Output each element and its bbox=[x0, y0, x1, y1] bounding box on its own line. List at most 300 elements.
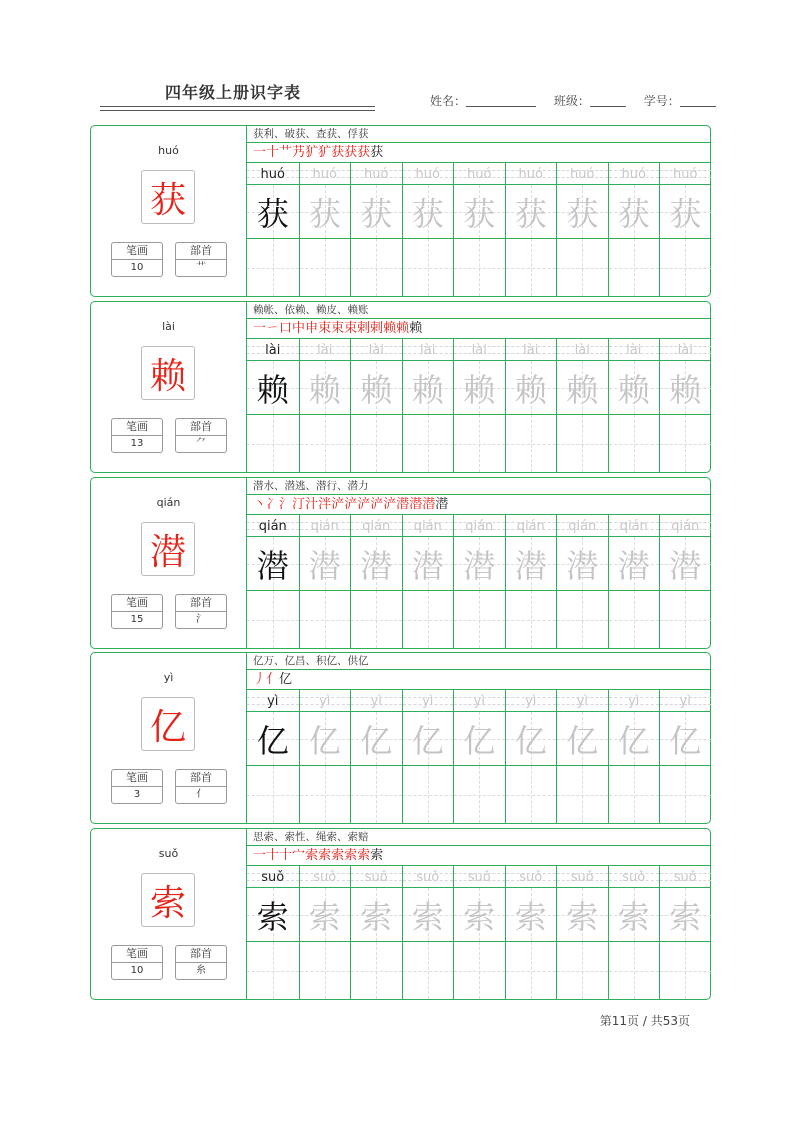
pinyin-line bbox=[403, 866, 454, 888]
page-number: 第11页 / 共53页 bbox=[599, 1014, 690, 1028]
character-box bbox=[609, 888, 660, 942]
stroke-step: 亻 bbox=[266, 672, 280, 687]
cell-character: 潜 bbox=[308, 546, 341, 585]
blank-writing-box[interactable] bbox=[557, 766, 608, 823]
blank-writing-box[interactable] bbox=[300, 415, 351, 472]
pinyin-line bbox=[557, 515, 608, 537]
stroke-step: 剌 bbox=[357, 321, 371, 336]
practice-cell[interactable] bbox=[299, 866, 351, 999]
pinyin-line bbox=[454, 690, 505, 712]
blank-writing-box[interactable] bbox=[247, 415, 299, 472]
blank-writing-box[interactable] bbox=[660, 239, 711, 296]
pinyin-line bbox=[609, 339, 660, 361]
stroke-step: 潜 bbox=[409, 497, 423, 512]
character-card bbox=[90, 125, 711, 297]
stroke-count-value: 10 bbox=[130, 965, 144, 976]
practice-cell[interactable] bbox=[453, 866, 505, 999]
cell-pinyin: huó bbox=[570, 167, 595, 182]
blank-writing-box[interactable] bbox=[609, 239, 660, 296]
cell-character: 亿 bbox=[669, 721, 702, 760]
stroke-step: 获 bbox=[370, 145, 384, 160]
stroke-count-box bbox=[111, 945, 163, 980]
blank-writing-box[interactable] bbox=[351, 766, 402, 823]
blank-writing-box[interactable] bbox=[557, 415, 608, 472]
pinyin-line bbox=[660, 339, 711, 361]
practice-cell[interactable] bbox=[505, 163, 557, 296]
main-pinyin: yì bbox=[163, 671, 174, 684]
blank-writing-box[interactable] bbox=[454, 591, 505, 648]
character-box bbox=[660, 537, 711, 591]
blank-writing-box[interactable] bbox=[609, 942, 660, 999]
cell-character: 索 bbox=[463, 897, 496, 936]
pinyin-line bbox=[403, 515, 454, 537]
character-box bbox=[660, 888, 711, 942]
cell-pinyin: yì bbox=[473, 694, 485, 709]
cell-pinyin: qián bbox=[362, 519, 391, 534]
id-label: 学号： bbox=[643, 94, 680, 108]
stroke-step: 汀 bbox=[292, 497, 306, 512]
model-cell bbox=[247, 690, 299, 823]
character-info-panel bbox=[91, 126, 247, 296]
stroke-step: 十 bbox=[266, 848, 280, 863]
practice-cell[interactable] bbox=[402, 339, 454, 472]
pinyin-line bbox=[609, 163, 660, 185]
cell-character: 潜 bbox=[360, 546, 393, 585]
cell-character: 赖 bbox=[514, 370, 547, 409]
stroke-step: 潜 bbox=[435, 497, 449, 512]
radical-label: 部首 bbox=[176, 243, 226, 260]
character-box bbox=[557, 888, 608, 942]
character-box bbox=[247, 361, 299, 415]
pinyin-line bbox=[403, 163, 454, 185]
practice-cell[interactable] bbox=[505, 339, 557, 472]
blank-writing-box[interactable] bbox=[557, 239, 608, 296]
cell-pinyin: suǒ bbox=[519, 870, 543, 885]
pinyin-line bbox=[247, 515, 299, 537]
cell-pinyin: suǒ bbox=[313, 870, 337, 885]
stroke-step: 潜 bbox=[422, 497, 436, 512]
blank-writing-box[interactable] bbox=[506, 239, 557, 296]
stroke-step: ㄧ bbox=[266, 321, 280, 336]
blank-writing-box[interactable] bbox=[351, 591, 402, 648]
pinyin-line bbox=[300, 339, 351, 361]
stroke-step: 获 bbox=[344, 145, 358, 160]
stroke-step: 亿 bbox=[279, 672, 293, 687]
blank-writing-box[interactable] bbox=[300, 766, 351, 823]
cell-character: 亿 bbox=[360, 721, 393, 760]
practice-cell[interactable] bbox=[659, 515, 711, 648]
cell-pinyin: lài bbox=[471, 343, 487, 358]
character-box bbox=[660, 361, 711, 415]
cell-character: 潜 bbox=[669, 546, 702, 585]
main-pinyin: huó bbox=[158, 144, 179, 157]
character-box bbox=[557, 185, 608, 239]
character-box bbox=[506, 361, 557, 415]
cell-character: 赖 bbox=[308, 370, 341, 409]
practice-cell[interactable] bbox=[608, 866, 660, 999]
practice-grid bbox=[247, 515, 711, 648]
character-box bbox=[660, 712, 711, 766]
blank-writing-box[interactable] bbox=[660, 591, 711, 648]
stroke-count-value: 13 bbox=[130, 438, 144, 449]
stroke-step: 冫 bbox=[266, 497, 280, 512]
stroke-step: 丿 bbox=[253, 672, 267, 687]
blank-writing-box[interactable] bbox=[609, 591, 660, 648]
character-box bbox=[300, 361, 351, 415]
character-box bbox=[403, 185, 454, 239]
practice-cell[interactable] bbox=[608, 515, 660, 648]
blank-writing-box[interactable] bbox=[660, 766, 711, 823]
practice-cell[interactable] bbox=[608, 163, 660, 296]
pinyin-line bbox=[454, 866, 505, 888]
blank-writing-box[interactable] bbox=[609, 766, 660, 823]
pinyin-line bbox=[454, 515, 505, 537]
stroke-step: 索 bbox=[370, 848, 384, 863]
pinyin-line bbox=[506, 163, 557, 185]
character-card bbox=[90, 477, 711, 649]
stroke-step: 获 bbox=[357, 145, 371, 160]
cell-pinyin: huó bbox=[364, 167, 389, 182]
character-box bbox=[454, 185, 505, 239]
blank-writing-box[interactable] bbox=[403, 239, 454, 296]
character-info-panel bbox=[91, 829, 247, 999]
practice-cell[interactable] bbox=[350, 163, 402, 296]
cell-pinyin: suǒ bbox=[364, 870, 388, 885]
practice-cell[interactable] bbox=[453, 690, 505, 823]
stroke-count-box bbox=[111, 594, 163, 629]
stroke-order-row bbox=[247, 495, 711, 515]
blank-writing-box[interactable] bbox=[660, 942, 711, 999]
cell-pinyin: huó bbox=[518, 167, 543, 182]
practice-cell[interactable] bbox=[299, 515, 351, 648]
blank-writing-box[interactable] bbox=[351, 415, 402, 472]
blank-writing-box[interactable] bbox=[506, 942, 557, 999]
practice-cell[interactable] bbox=[402, 690, 454, 823]
character-box bbox=[300, 537, 351, 591]
character-box bbox=[351, 712, 402, 766]
cell-pinyin: yì bbox=[576, 694, 588, 709]
radical-box bbox=[175, 594, 227, 629]
main-pinyin: lài bbox=[162, 320, 175, 333]
cell-pinyin: lài bbox=[574, 343, 590, 358]
practice-cell[interactable] bbox=[659, 163, 711, 296]
cell-character: 亿 bbox=[463, 721, 496, 760]
main-character: 亿 bbox=[141, 697, 195, 751]
stroke-step: 犷 bbox=[318, 145, 332, 160]
cell-character: 亿 bbox=[256, 721, 289, 760]
cell-character: 索 bbox=[308, 897, 341, 936]
blank-writing-box[interactable] bbox=[454, 942, 505, 999]
id-blank[interactable] bbox=[680, 95, 716, 107]
blank-writing-box[interactable] bbox=[351, 942, 402, 999]
pinyin-line bbox=[454, 339, 505, 361]
cell-character: 索 bbox=[669, 897, 702, 936]
pinyin-line bbox=[660, 515, 711, 537]
practice-cell[interactable] bbox=[608, 339, 660, 472]
character-box bbox=[557, 537, 608, 591]
practice-cell[interactable] bbox=[556, 515, 608, 648]
stroke-count-label: 笔画 bbox=[112, 946, 162, 963]
name-blank[interactable] bbox=[466, 95, 536, 107]
stroke-step: 索 bbox=[305, 848, 319, 863]
stroke-step: 氵 bbox=[279, 497, 293, 512]
blank-writing-box[interactable] bbox=[247, 239, 299, 296]
stroke-order-row bbox=[247, 143, 711, 163]
cell-character: 获 bbox=[308, 194, 341, 233]
cell-pinyin: qián bbox=[516, 519, 545, 534]
character-info-panel bbox=[91, 653, 247, 823]
practice-cell[interactable] bbox=[402, 163, 454, 296]
pinyin-line bbox=[557, 690, 608, 712]
stroke-step: 索 bbox=[357, 848, 371, 863]
practice-cell[interactable] bbox=[659, 690, 711, 823]
blank-writing-box[interactable] bbox=[351, 239, 402, 296]
blank-writing-box[interactable] bbox=[247, 591, 299, 648]
main-pinyin: suǒ bbox=[158, 847, 179, 860]
pinyin-line bbox=[506, 690, 557, 712]
pinyin-line bbox=[300, 515, 351, 537]
practice-cell[interactable] bbox=[453, 515, 505, 648]
stroke-step: 口 bbox=[279, 321, 293, 336]
cell-character: 亿 bbox=[566, 721, 599, 760]
radical-box bbox=[175, 242, 227, 277]
stroke-count-value: 10 bbox=[130, 262, 144, 273]
blank-writing-box[interactable] bbox=[506, 415, 557, 472]
pinyin-line bbox=[247, 866, 299, 888]
blank-writing-box[interactable] bbox=[403, 942, 454, 999]
character-box bbox=[506, 537, 557, 591]
blank-writing-box[interactable] bbox=[557, 942, 608, 999]
pinyin-line bbox=[557, 163, 608, 185]
character-info-panel bbox=[91, 302, 247, 472]
practice-cell[interactable] bbox=[556, 690, 608, 823]
stroke-step: 艿 bbox=[292, 145, 306, 160]
id-field[interactable] bbox=[644, 92, 716, 109]
cell-character: 潜 bbox=[566, 546, 599, 585]
practice-cell[interactable] bbox=[505, 515, 557, 648]
cell-pinyin: yì bbox=[525, 694, 537, 709]
cell-pinyin: yì bbox=[267, 694, 279, 709]
cell-character: 赖 bbox=[411, 370, 444, 409]
pinyin-line bbox=[351, 515, 402, 537]
blank-writing-box[interactable] bbox=[506, 766, 557, 823]
stroke-step: 一 bbox=[253, 145, 267, 160]
stroke-step: 一 bbox=[253, 321, 267, 336]
main-character: 获 bbox=[141, 170, 195, 224]
practice-cell[interactable] bbox=[556, 163, 608, 296]
stroke-step: 束 bbox=[344, 321, 358, 336]
practice-cell[interactable] bbox=[350, 690, 402, 823]
cell-pinyin: lài bbox=[523, 343, 539, 358]
main-character: 索 bbox=[141, 873, 195, 927]
blank-writing-box[interactable] bbox=[660, 415, 711, 472]
page-header bbox=[90, 80, 710, 114]
stroke-step: 浐 bbox=[344, 497, 358, 512]
stroke-count-value: 15 bbox=[130, 614, 144, 625]
radical-value: 艹 bbox=[196, 262, 206, 273]
cell-pinyin: yì bbox=[422, 694, 434, 709]
blank-writing-box[interactable] bbox=[300, 239, 351, 296]
character-info-panel bbox=[91, 478, 247, 648]
class-field[interactable] bbox=[554, 92, 626, 109]
practice-cell[interactable] bbox=[350, 515, 402, 648]
character-box bbox=[609, 537, 660, 591]
pinyin-line bbox=[557, 339, 608, 361]
example-words: 潜水、潜逃、潜行、潜力 bbox=[247, 478, 711, 495]
stroke-step: 浐 bbox=[370, 497, 384, 512]
stroke-step: 汁 bbox=[305, 497, 319, 512]
stroke-step: 赖 bbox=[396, 321, 410, 336]
character-box bbox=[506, 185, 557, 239]
practice-cell[interactable] bbox=[556, 866, 608, 999]
stroke-count-label: 笔画 bbox=[112, 419, 162, 436]
stroke-count-label: 笔画 bbox=[112, 770, 162, 787]
blank-writing-box[interactable] bbox=[300, 942, 351, 999]
cell-pinyin: qián bbox=[413, 519, 442, 534]
practice-cell[interactable] bbox=[608, 690, 660, 823]
cell-pinyin: lài bbox=[677, 343, 693, 358]
cell-character: 索 bbox=[411, 897, 444, 936]
cell-pinyin: huó bbox=[260, 167, 285, 182]
blank-writing-box[interactable] bbox=[247, 942, 299, 999]
blank-writing-box[interactable] bbox=[247, 766, 299, 823]
stroke-count-value: 3 bbox=[133, 789, 141, 800]
cell-character: 获 bbox=[514, 194, 547, 233]
cell-pinyin: huó bbox=[415, 167, 440, 182]
practice-cell[interactable] bbox=[505, 866, 557, 999]
blank-writing-box[interactable] bbox=[403, 591, 454, 648]
practice-cell[interactable] bbox=[402, 866, 454, 999]
character-box bbox=[609, 185, 660, 239]
cell-character: 获 bbox=[411, 194, 444, 233]
practice-cell[interactable] bbox=[505, 690, 557, 823]
character-box bbox=[351, 361, 402, 415]
character-box bbox=[351, 537, 402, 591]
blank-writing-box[interactable] bbox=[506, 591, 557, 648]
stroke-step: 潜 bbox=[396, 497, 410, 512]
stroke-count-box bbox=[111, 769, 163, 804]
cell-pinyin: qián bbox=[258, 519, 287, 534]
character-box bbox=[247, 712, 299, 766]
cell-pinyin: suǒ bbox=[673, 870, 697, 885]
practice-cell[interactable] bbox=[299, 690, 351, 823]
main-character: 赖 bbox=[141, 346, 195, 400]
pinyin-line bbox=[609, 866, 660, 888]
practice-cell[interactable] bbox=[350, 866, 402, 999]
pinyin-line bbox=[351, 163, 402, 185]
character-box bbox=[247, 537, 299, 591]
practice-cell[interactable] bbox=[299, 339, 351, 472]
practice-panel bbox=[247, 653, 711, 823]
cell-pinyin: yì bbox=[319, 694, 331, 709]
practice-cell[interactable] bbox=[299, 163, 351, 296]
name-field[interactable] bbox=[430, 92, 536, 109]
character-box bbox=[454, 888, 505, 942]
practice-grid bbox=[247, 163, 711, 296]
title-underline-2 bbox=[100, 110, 375, 111]
radical-label: 部首 bbox=[176, 770, 226, 787]
model-cell bbox=[247, 163, 299, 296]
model-cell bbox=[247, 515, 299, 648]
stroke-step: 中 bbox=[292, 321, 306, 336]
character-box bbox=[660, 185, 711, 239]
cell-pinyin: qián bbox=[310, 519, 339, 534]
stroke-step: 赖 bbox=[409, 321, 423, 336]
cell-character: 获 bbox=[360, 194, 393, 233]
practice-panel bbox=[247, 829, 711, 999]
stroke-step: 浐 bbox=[357, 497, 371, 512]
stroke-step: 索 bbox=[344, 848, 358, 863]
practice-cell[interactable] bbox=[659, 866, 711, 999]
blank-writing-box[interactable] bbox=[454, 415, 505, 472]
cell-pinyin: qián bbox=[465, 519, 494, 534]
pinyin-line bbox=[506, 866, 557, 888]
practice-grid bbox=[247, 690, 711, 823]
stroke-step: 获 bbox=[331, 145, 345, 160]
blank-writing-box[interactable] bbox=[300, 591, 351, 648]
blank-writing-box[interactable] bbox=[454, 766, 505, 823]
practice-cell[interactable] bbox=[402, 515, 454, 648]
character-box bbox=[247, 185, 299, 239]
cell-character: 获 bbox=[669, 194, 702, 233]
radical-label: 部首 bbox=[176, 946, 226, 963]
cell-character: 亿 bbox=[308, 721, 341, 760]
cell-character: 赖 bbox=[256, 370, 289, 409]
blank-writing-box[interactable] bbox=[454, 239, 505, 296]
cell-character: 获 bbox=[566, 194, 599, 233]
blank-writing-box[interactable] bbox=[403, 766, 454, 823]
stroke-count-label: 笔画 bbox=[112, 243, 162, 260]
character-box bbox=[609, 361, 660, 415]
character-box bbox=[300, 888, 351, 942]
stroke-step: 剌 bbox=[370, 321, 384, 336]
practice-panel bbox=[247, 478, 711, 648]
pinyin-line bbox=[660, 163, 711, 185]
blank-writing-box[interactable] bbox=[403, 415, 454, 472]
cell-character: 索 bbox=[566, 897, 599, 936]
practice-cell[interactable] bbox=[453, 163, 505, 296]
main-pinyin: qián bbox=[156, 496, 181, 509]
cell-character: 潜 bbox=[617, 546, 650, 585]
stroke-step: 浐 bbox=[331, 497, 345, 512]
blank-writing-box[interactable] bbox=[557, 591, 608, 648]
cell-pinyin: lài bbox=[265, 343, 281, 358]
stroke-step: 索 bbox=[318, 848, 332, 863]
cell-character: 赖 bbox=[566, 370, 599, 409]
practice-cell[interactable] bbox=[556, 339, 608, 472]
stroke-step: 赖 bbox=[383, 321, 397, 336]
cell-pinyin: suǒ bbox=[416, 870, 440, 885]
character-box bbox=[247, 888, 299, 942]
stroke-step: 申 bbox=[305, 321, 319, 336]
practice-cell[interactable] bbox=[453, 339, 505, 472]
practice-cell[interactable] bbox=[350, 339, 402, 472]
stroke-step: 宀 bbox=[292, 848, 306, 863]
character-card bbox=[90, 301, 711, 473]
cell-pinyin: lài bbox=[626, 343, 642, 358]
character-box bbox=[403, 361, 454, 415]
practice-panel bbox=[247, 302, 711, 472]
cell-pinyin: qián bbox=[619, 519, 648, 534]
practice-cell[interactable] bbox=[659, 339, 711, 472]
radical-box bbox=[175, 769, 227, 804]
class-blank[interactable] bbox=[590, 95, 626, 107]
stroke-step: 浐 bbox=[383, 497, 397, 512]
cell-character: 亿 bbox=[514, 721, 547, 760]
pinyin-line bbox=[351, 866, 402, 888]
pinyin-line bbox=[609, 690, 660, 712]
blank-writing-box[interactable] bbox=[609, 415, 660, 472]
